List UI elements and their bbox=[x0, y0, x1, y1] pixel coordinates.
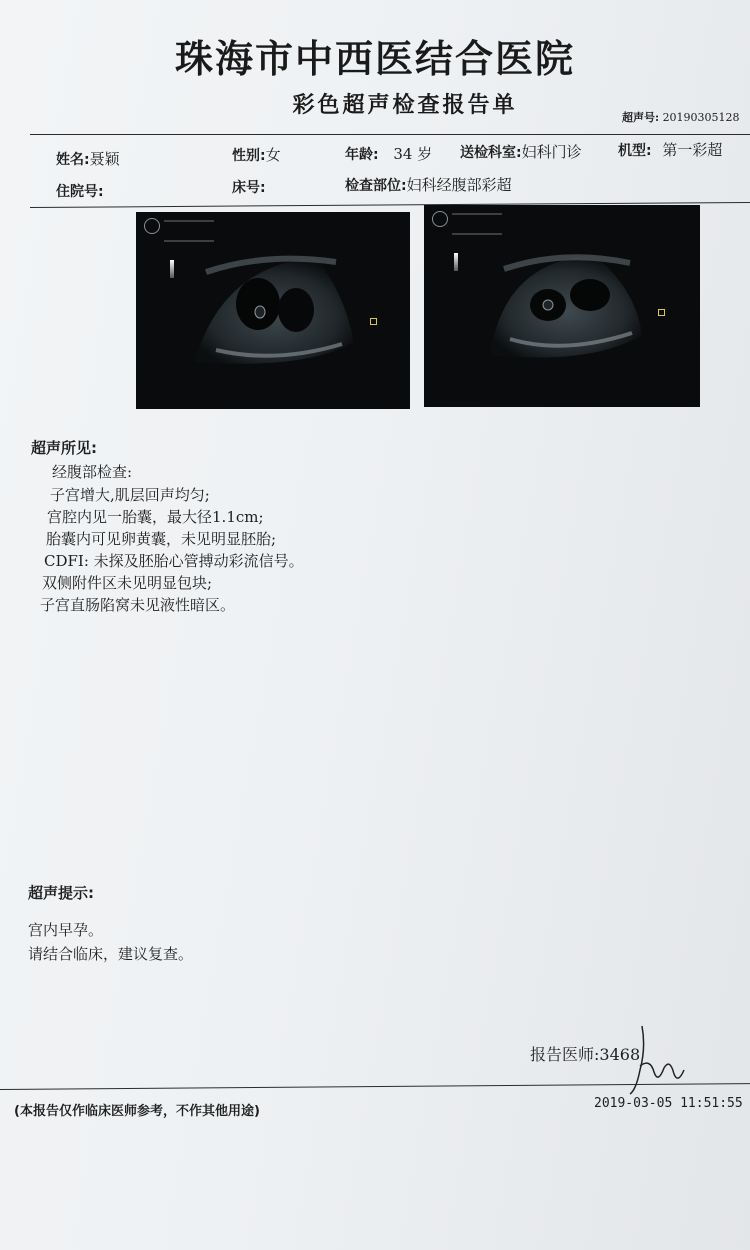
patient-age-label: 年龄: bbox=[345, 147, 379, 163]
hospital-name: 珠海市中西医结合医院 bbox=[174, 36, 575, 81]
exam-site-value: 妇科经腹部彩超 bbox=[406, 176, 512, 194]
machine-model-label: 机型: bbox=[618, 143, 652, 159]
reporting-doctor-value: 3468 bbox=[599, 1045, 641, 1064]
patient-age-value: 34 岁 bbox=[393, 145, 433, 163]
exam-site bbox=[345, 174, 512, 195]
ultrasound-image-right bbox=[424, 205, 700, 407]
findings-line: 经腹部检查: bbox=[52, 463, 133, 481]
patient-sex-label: 性别: bbox=[232, 148, 266, 164]
findings-line: 子宫增大,肌层回声均匀; bbox=[50, 486, 210, 504]
patient-age bbox=[345, 143, 432, 164]
findings-line: 子宫直肠陷窝未见液性暗区。 bbox=[40, 596, 236, 614]
patient-name-label: 姓名: bbox=[56, 152, 90, 168]
machine-model bbox=[618, 139, 722, 160]
report-disclaimer: (本报告仅作临床医师参考，不作其他用途) bbox=[14, 1104, 260, 1119]
bed-number bbox=[232, 177, 266, 197]
ultrasound-image-left bbox=[136, 212, 410, 409]
inpatient-number-label: 住院号: bbox=[56, 184, 104, 200]
header-divider bbox=[30, 134, 750, 135]
referring-department-value: 妇科门诊 bbox=[521, 143, 582, 161]
doctor-signature bbox=[620, 1018, 690, 1098]
patient-sex-value: 女 bbox=[265, 146, 281, 164]
ultrasound-number bbox=[622, 109, 740, 125]
findings-line: CDFI: 未探及胚胎心管搏动彩流信号。 bbox=[44, 552, 304, 570]
referring-department-label: 送检科室: bbox=[460, 145, 522, 161]
impression-line: 宫内早孕。 bbox=[28, 921, 104, 939]
machine-model-value: 第一彩超 bbox=[662, 141, 723, 159]
patient-name-value: 聂颖 bbox=[89, 150, 120, 168]
ultrasound-scan-left bbox=[136, 212, 410, 409]
findings-line: 双侧附件区未见明显包块; bbox=[42, 574, 213, 592]
bed-number-label: 床号: bbox=[232, 180, 266, 196]
ultrasound-number-label: 超声号: bbox=[622, 111, 660, 124]
report-title: 彩色超声检查报告单 bbox=[292, 92, 518, 118]
report-datetime: 2019-03-05 11:51:55 bbox=[594, 1096, 743, 1111]
exam-site-label: 检查部位: bbox=[345, 178, 407, 194]
findings-line: 宫腔内见一胎囊，最大径1.1cm; bbox=[47, 508, 264, 526]
impression-title: 超声提示: bbox=[28, 884, 94, 902]
reporting-doctor-label: 报告医师: bbox=[530, 1045, 600, 1064]
inpatient-number bbox=[56, 181, 104, 201]
ultrasound-number-value: 20190305128 bbox=[662, 111, 740, 124]
impression-line: 请结合临床，建议复查。 bbox=[28, 945, 194, 963]
findings-title: 超声所见: bbox=[31, 439, 97, 457]
referring-department bbox=[460, 141, 582, 162]
ultrasound-scan-right bbox=[424, 205, 700, 407]
patient-name bbox=[56, 148, 120, 169]
findings-line: 胎囊内可见卵黄囊，未见明显胚胎; bbox=[46, 530, 277, 548]
patient-sex bbox=[232, 144, 281, 165]
